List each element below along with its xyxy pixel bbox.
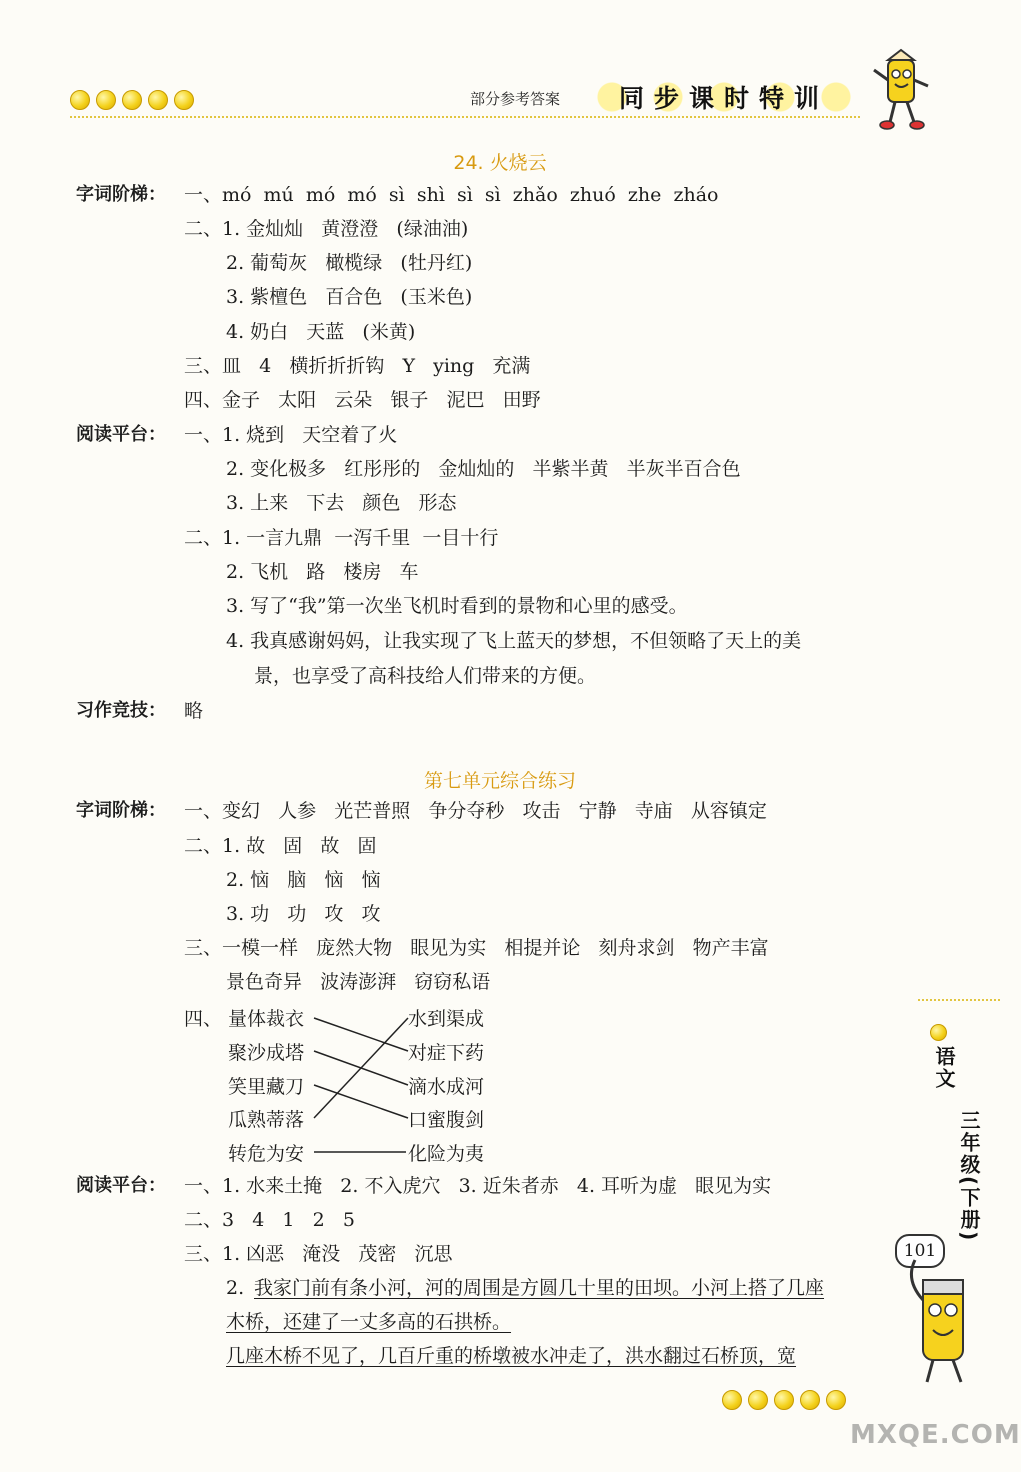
section-label: 阅读平台： [76,424,166,445]
header-brand: 同步课时特训 [584,74,864,120]
answer-line: 3. 功 功 攻 攻 [226,903,381,925]
answer-line: 4. 奶白 天蓝 (米黄) [226,321,416,343]
dot-icon [122,90,142,110]
answer-line: 4. 我真感谢妈妈，让我实现了飞上蓝天的梦想，不但领略了天上的美 [226,630,802,652]
answer-line: 二、3 4 1 2 5 [184,1209,355,1231]
answer-line: 二、1. 一言九鼎 一泻千里 一目十行 [184,527,499,549]
matching-prefix: 四、 [184,1008,223,1030]
footer-dots [722,1390,846,1410]
pencil-mascot-icon [868,50,934,132]
answer-line: 三、一模一样 庞然大物 眼见为实 相提并论 刻舟求剑 物产丰富 [184,937,769,959]
dot-icon [174,90,194,110]
answer-line: 我家门前有条小河，河的周围是方圆几十里的田坝。小河上搭了几座 [254,1277,825,1299]
answer-line: 一、1. 烧到 天空着了火 [184,424,398,446]
dot-icon [748,1390,768,1410]
section-label: 阅读平台： [76,1175,166,1196]
answer-line: 几座木桥不见了，几百斤重的桥墩被水冲走了，洪水翻过石桥顶，宽 [226,1345,797,1367]
answer-line: 3. 上来 下去 颜色 形态 [226,492,457,514]
page-number: 101 [895,1234,945,1268]
match-line [314,1085,408,1118]
matching-left-item: 转危为安 [228,1143,305,1165]
dot-icon [826,1390,846,1410]
answer-line: 2. 葡萄灰 橄榄绿 (牡丹红) [226,252,473,274]
matching-left-item: 聚沙成塔 [228,1042,305,1064]
matching-left-item: 瓜熟蒂落 [228,1109,305,1131]
match-line [314,1018,408,1118]
section-label: 习作竞技： [76,700,166,721]
header-subtitle: 部分参考答案 [470,90,561,108]
dot-icon [774,1390,794,1410]
answer-line: 2. 变化极多 红彤彤的 金灿灿的 半紫半黄 半灰半百合色 [226,458,741,480]
answer-line: 一、变幻 人参 光芒普照 争分夺秒 攻击 宁静 寺庙 从容镇定 [184,800,767,822]
dot-icon [96,90,116,110]
side-rule [918,999,1000,1001]
answer-line: 二、1. 故 固 故 固 [184,835,377,857]
matching-right-item: 水到渠成 [408,1008,485,1030]
matching-right-item: 滴水成河 [408,1076,485,1098]
header-dots [70,90,194,110]
answer-line: 3. 紫檀色 百合色 (玉米色) [226,286,473,308]
answer-line: 略 [184,700,204,722]
section-label: 字词阶梯： [76,184,166,205]
dot-icon [70,90,90,110]
matching-right-item: 对症下药 [408,1042,485,1064]
section-label: 字词阶梯： [76,800,166,821]
answer-line: 二、1. 金灿灿 黄澄澄 (绿油油) [184,218,469,240]
answer-line: 三、皿 4 横折折折钩 Y ying 充满 [184,355,531,377]
subject-label: 语文 [932,1046,956,1090]
answer-line: 景，也享受了高科技给人们带来的方便。 [254,665,597,687]
answer-prefix: 2. [226,1277,251,1299]
answer-line: 四、金子 太阳 云朵 银子 泥巴 田野 [184,389,541,411]
section-title: 24. 火烧云 [453,152,547,174]
dot-icon [800,1390,820,1410]
pencil-mascot-icon [905,1240,985,1390]
matching-left-item: 笑里藏刀 [228,1076,305,1098]
matching-right-item: 口蜜腹剑 [408,1109,485,1131]
answer-line: 一、1. 水来土掩 2. 不入虎穴 3. 近朱者赤 4. 耳听为虚 眼见为实 [184,1175,772,1197]
matching-lines [310,1004,414,1164]
match-line [314,1018,408,1051]
answer-line: 2. 恼 脑 恼 恼 [226,869,381,891]
matching-right-item: 化险为夷 [408,1143,485,1165]
answer-line: 2. 飞机 路 楼房 车 [226,561,419,583]
dot-icon [148,90,168,110]
watermark: MXQE.COM [850,1420,1021,1450]
grade-label: 三年级(下册) [957,1110,981,1243]
section-title: 第七单元综合练习 [423,770,576,792]
answer-line: 木桥，还建了一丈多高的石拱桥。 [226,1311,512,1333]
answer-line: 景色奇异 波涛澎湃 窃窃私语 [226,971,491,993]
answer-line: 三、1. 凶恶 淹没 茂密 沉思 [184,1243,453,1265]
matching-left-item: 量体裁衣 [228,1008,305,1030]
answer-line: 3. 写了“我”第一次坐飞机时看到的景物和心里的感受。 [226,595,688,617]
dot-icon [722,1390,742,1410]
dot-icon [930,1024,947,1041]
answer-line: 一、mó mú mó mó sì shì sì sì zhǎo zhuó zhe zháo [184,184,719,206]
